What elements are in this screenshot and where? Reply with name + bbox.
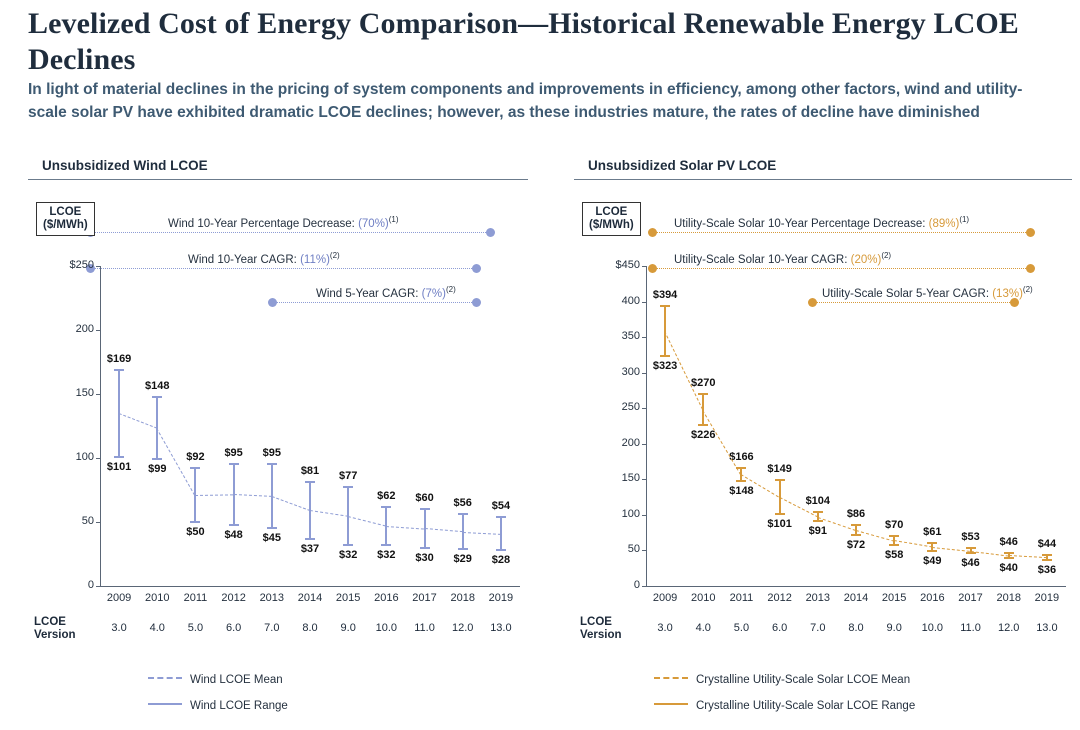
- x-axis-tick-label: 2010: [691, 592, 716, 604]
- annotation-dotted-line: [272, 302, 476, 303]
- y-axis-tick-label: 0: [87, 579, 94, 591]
- high-value-label: $104: [805, 495, 831, 508]
- mean-line-segment: [386, 526, 424, 530]
- high-value-label: $53: [961, 531, 980, 544]
- range-cap: [889, 544, 899, 546]
- low-value-label: $46: [961, 557, 980, 570]
- y-axis-tick-label: 400: [621, 294, 640, 307]
- x-axis-tick-label: 2010: [145, 592, 170, 604]
- lcoe-version-value: 12.0: [998, 622, 1020, 634]
- annotation-text: Wind 10-Year CAGR: $(11\%)^{(2)}$: [188, 251, 340, 266]
- low-value-label: $30: [415, 551, 434, 564]
- x-axis-tick-label: 2009: [652, 592, 678, 604]
- y-axis-tick-label: $250: [69, 259, 94, 271]
- range-cap: [775, 479, 785, 481]
- range-cap: [1042, 559, 1052, 561]
- x-axis-tick-label: 2013: [805, 592, 831, 604]
- mean-line-segment: [271, 496, 310, 511]
- high-value-label: $44: [1037, 537, 1057, 550]
- range-cap: [698, 424, 708, 426]
- range-cap: [267, 463, 277, 465]
- lcoe-version-value: 9.0: [886, 622, 902, 634]
- high-value-label: $46: [999, 536, 1018, 549]
- range-cap: [851, 524, 861, 526]
- x-axis: [100, 586, 520, 587]
- y-axis-tick-label: 100: [75, 451, 94, 463]
- high-value-label: $169: [106, 352, 132, 365]
- x-axis-tick-label: 2012: [767, 592, 792, 604]
- y-axis-tick: [642, 479, 646, 480]
- range-cap: [496, 549, 506, 551]
- legend-swatch: [654, 703, 688, 705]
- x-axis-tick-label: 2015: [881, 592, 907, 604]
- low-value-label: $29: [453, 552, 472, 565]
- range-cap: [889, 535, 899, 537]
- low-value-label: $28: [491, 554, 511, 567]
- range-cap: [966, 547, 976, 549]
- lcoe-version-value: 4.0: [695, 622, 711, 634]
- x-axis-tick-label: 2012: [221, 592, 246, 604]
- range-cap: [660, 305, 670, 307]
- solar-panel: [574, 158, 1072, 712]
- lcoe-version-value: 12.0: [452, 622, 474, 634]
- legend-label: Wind LCOE Mean: [190, 674, 283, 686]
- range-cap: [420, 508, 430, 510]
- lcoe-version-value: 7.0: [810, 622, 826, 634]
- legend-item: [148, 674, 283, 686]
- range-cap: [420, 547, 430, 549]
- lcoe-version-value: 8.0: [848, 622, 864, 634]
- x-axis-tick-label: 2018: [450, 592, 475, 604]
- lcoe-version-value: 11.0: [414, 622, 435, 634]
- range-cap: [1042, 554, 1052, 556]
- range-cap: [305, 538, 315, 540]
- low-value-label: $323: [652, 360, 678, 373]
- wind-legend: [28, 670, 528, 730]
- low-value-label: $40: [999, 561, 1018, 574]
- low-value-label: $36: [1037, 564, 1057, 577]
- wind-axis-box-line2: ($/MWh): [43, 219, 88, 231]
- y-axis-tick-label: 300: [621, 365, 640, 378]
- lcoe-version-value: 10.0: [375, 622, 398, 634]
- range-cap: [458, 548, 468, 550]
- solar-version-label: LCOE Version: [580, 616, 622, 641]
- high-value-label: $56: [453, 497, 472, 510]
- y-axis-tick-label: 200: [75, 323, 94, 335]
- x-axis-tick-label: 2016: [920, 592, 945, 604]
- y-axis-tick: [642, 337, 646, 338]
- wind-panel: [28, 158, 528, 712]
- range-cap: [851, 534, 861, 536]
- low-value-label: $101: [106, 460, 132, 473]
- y-axis-tick: [96, 458, 100, 459]
- range-cap: [152, 396, 162, 398]
- range-cap: [736, 480, 746, 482]
- annotation-dotted-line: [652, 268, 1030, 269]
- range-cap: [229, 524, 239, 526]
- high-value-label: $62: [377, 489, 396, 502]
- low-value-label: $91: [808, 525, 827, 538]
- solar-axis-box-line1: LCOE: [595, 206, 628, 218]
- lcoe-version-value: 3.0: [657, 622, 673, 634]
- low-value-label: $58: [884, 548, 904, 561]
- annotation-dotted-line: [812, 302, 1014, 303]
- lcoe-version-value: 3.0: [111, 622, 127, 634]
- high-value-label: $148: [145, 379, 170, 392]
- x-axis-tick-label: 2018: [996, 592, 1021, 604]
- x-axis-tick-label: 2014: [297, 592, 323, 604]
- range-cap: [1004, 557, 1014, 559]
- high-value-label: $81: [300, 465, 320, 478]
- annotation-text: Wind 10-Year Percentage Decrease: $(70\%)^{(1)}$: [168, 215, 399, 230]
- range-cap: [190, 521, 200, 523]
- wind-axis-box: [36, 202, 95, 236]
- range-cap: [229, 463, 239, 465]
- mean-line-segment: [310, 510, 348, 517]
- annotation-dotted-line: [90, 268, 476, 269]
- page-title: Levelized Cost of Energy Comparison—Historical Renewable Energy LCOE Declines: [28, 7, 1019, 76]
- wind-panel-title: Unsubsidized Wind LCOE: [42, 158, 208, 173]
- y-axis-tick: [642, 266, 646, 267]
- x-axis-tick-label: 2013: [259, 592, 285, 604]
- y-axis-tick: [642, 373, 646, 374]
- low-value-label: $226: [691, 429, 716, 442]
- mean-line-segment: [234, 494, 272, 497]
- annotation-endpoint-dot: [808, 298, 817, 307]
- annotation-text: Wind 5-Year CAGR: $(7\%)^{(2)}$: [316, 285, 456, 300]
- annotation-endpoint-dot: [648, 264, 657, 273]
- solar-chart: [574, 180, 1072, 610]
- legend-item: [654, 674, 910, 686]
- high-value-label: $95: [262, 447, 281, 460]
- annotation-text: Utility-Scale Solar 10-Year Percentage Decrease: $(89\%)^{(1)}$: [674, 215, 970, 230]
- x-axis-tick-label: 2019: [1034, 592, 1060, 604]
- lcoe-version-value: 11.0: [960, 622, 981, 634]
- y-axis: [646, 266, 647, 586]
- annotation-dotted-line: [652, 232, 1030, 233]
- low-value-label: $45: [262, 532, 281, 545]
- range-cap: [496, 516, 506, 518]
- low-value-label: $48: [224, 528, 243, 541]
- solar-panel-title: Unsubsidized Solar PV LCOE: [588, 158, 777, 173]
- y-axis-tick-label: 50: [627, 543, 640, 556]
- x-axis-tick-label: 2016: [374, 592, 399, 604]
- high-value-label: $95: [224, 447, 243, 460]
- high-value-label: $92: [186, 451, 205, 464]
- x-axis-tick-label: 2009: [106, 592, 132, 604]
- x-axis-tick-label: 2011: [729, 592, 754, 604]
- mean-line-segment: [119, 413, 158, 429]
- low-value-label: $32: [338, 549, 358, 562]
- mean-line-segment: [463, 532, 501, 535]
- mean-line-segment: [348, 516, 386, 527]
- low-value-label: $32: [377, 549, 396, 562]
- wind-chart: [28, 180, 528, 610]
- y-axis-tick: [96, 522, 100, 523]
- lcoe-version-value: 5.0: [187, 622, 204, 634]
- lcoe-version-value: 9.0: [340, 622, 356, 634]
- page-subtitle: In light of material declines in the pricing of system components and improvements in efficiency, among other factors, wind and utility-scale solar PV have exhibited dramatic LCOE declines; however, as these industries mature, the rates of decline have diminished: [28, 81, 1023, 121]
- y-axis-tick: [642, 550, 646, 551]
- y-axis-tick-label: 150: [621, 472, 640, 485]
- mean-line-segment: [195, 494, 233, 496]
- low-value-label: $99: [148, 463, 167, 476]
- y-axis-tick: [96, 586, 100, 587]
- high-value-label: $70: [884, 519, 904, 532]
- y-axis-tick: [642, 444, 646, 445]
- mean-line-segment: [1009, 555, 1047, 558]
- annotation-endpoint-dot: [268, 298, 277, 307]
- y-axis-tick-label: 350: [621, 330, 640, 343]
- x-axis-tick-label: 2015: [335, 592, 361, 604]
- lcoe-version-value: 10.0: [921, 622, 944, 634]
- high-value-label: $394: [652, 288, 678, 301]
- wind-axis-box-line1: LCOE: [49, 206, 82, 218]
- y-axis-tick-label: 0: [633, 579, 640, 591]
- y-axis-tick: [96, 394, 100, 395]
- range-cap: [305, 481, 315, 483]
- x-axis-tick-label: 2011: [183, 592, 208, 604]
- solar-axis-box-line2: ($/MWh): [589, 219, 634, 231]
- range-cap: [381, 506, 391, 508]
- range-cap: [190, 467, 200, 469]
- legend-label: Crystalline Utility-Scale Solar LCOE Mean: [696, 674, 911, 686]
- range-cap: [343, 486, 353, 488]
- range-cap: [458, 513, 468, 515]
- x-axis-tick-label: 2017: [412, 592, 437, 604]
- high-value-label: $61: [923, 525, 942, 538]
- low-value-label: $37: [300, 542, 320, 555]
- range-cap: [813, 511, 823, 513]
- y-axis-tick-label: 50: [81, 515, 94, 527]
- lcoe-version-value: 13.0: [490, 622, 512, 634]
- range-cap: [698, 393, 708, 395]
- y-axis-tick: [96, 330, 100, 331]
- range-cap: [343, 544, 353, 546]
- y-axis-tick-label: 250: [621, 401, 640, 414]
- high-value-label: $270: [691, 377, 716, 389]
- x-axis-tick-label: 2019: [488, 592, 514, 604]
- y-axis-tick: [642, 586, 646, 587]
- x-axis: [646, 586, 1066, 587]
- y-axis-tick-label: 200: [621, 436, 640, 449]
- annotation-endpoint-dot: [486, 228, 495, 237]
- solar-legend: [574, 670, 1072, 730]
- legend-swatch: [148, 703, 182, 705]
- annotation-text: Utility-Scale Solar 5-Year CAGR: $(13\%)^{(2)}$: [822, 285, 1033, 300]
- annotation-endpoint-dot: [648, 228, 657, 237]
- high-value-label: $149: [767, 463, 792, 476]
- mean-line-segment: [424, 528, 462, 532]
- legend-label: Wind LCOE Range: [190, 700, 288, 712]
- y-axis-tick: [642, 515, 646, 516]
- y-axis-tick: [642, 408, 646, 409]
- high-value-label: $77: [338, 470, 358, 483]
- low-value-label: $101: [767, 518, 792, 531]
- range-cap: [927, 550, 937, 552]
- annotation-endpoint-dot: [1026, 228, 1035, 237]
- y-axis-tick-label: $450: [615, 259, 640, 271]
- annotation-endpoint-dot: [1026, 264, 1035, 273]
- lcoe-version-value: 13.0: [1036, 622, 1058, 634]
- range-cap: [966, 552, 976, 554]
- wind-version-label: LCOE Version: [34, 616, 76, 641]
- range-cap: [775, 513, 785, 515]
- y-axis-tick: [642, 302, 646, 303]
- range-cap: [927, 542, 937, 544]
- solar-axis-box: [582, 202, 641, 236]
- annotation-endpoint-dot: [472, 264, 481, 273]
- range-cap: [1004, 552, 1014, 554]
- legend-label: Crystalline Utility-Scale Solar LCOE Range: [696, 700, 916, 712]
- annotation-endpoint-dot: [472, 298, 481, 307]
- lcoe-version-value: 6.0: [225, 622, 242, 634]
- high-value-label: $166: [729, 450, 754, 463]
- y-axis-tick: [96, 266, 100, 267]
- legend-item: [654, 700, 915, 712]
- legend-swatch: [654, 677, 688, 679]
- range-cap: [381, 544, 391, 546]
- lcoe-version-value: 6.0: [771, 622, 788, 634]
- y-axis-tick-label: 150: [75, 387, 94, 399]
- range-cap: [114, 369, 124, 371]
- lcoe-version-value: 7.0: [264, 622, 280, 634]
- lcoe-version-value: 8.0: [302, 622, 318, 634]
- range-cap: [267, 527, 277, 529]
- high-value-label: $60: [415, 492, 434, 505]
- annotation-text: Utility-Scale Solar 10-Year CAGR: $(20\%)^{(2)}$: [674, 251, 892, 266]
- legend-item: [148, 700, 288, 712]
- low-value-label: $50: [186, 526, 205, 538]
- x-axis-tick-label: 2014: [843, 592, 869, 604]
- low-value-label: $148: [729, 484, 754, 497]
- high-value-label: $54: [491, 499, 511, 512]
- range-cap: [813, 520, 823, 522]
- range-cap: [114, 456, 124, 458]
- y-axis-tick-label: 100: [621, 507, 640, 520]
- low-value-label: $49: [923, 555, 942, 568]
- high-value-label: $86: [846, 507, 866, 520]
- x-axis-tick-label: 2017: [958, 592, 983, 604]
- lcoe-version-value: 5.0: [733, 622, 750, 634]
- lcoe-version-value: 4.0: [149, 622, 165, 634]
- legend-swatch: [148, 677, 182, 679]
- range-cap: [152, 458, 162, 460]
- annotation-dotted-line: [90, 232, 490, 233]
- y-axis: [100, 266, 101, 586]
- range-cap: [660, 355, 670, 357]
- low-value-label: $72: [846, 538, 866, 551]
- mean-line-segment: [702, 410, 741, 475]
